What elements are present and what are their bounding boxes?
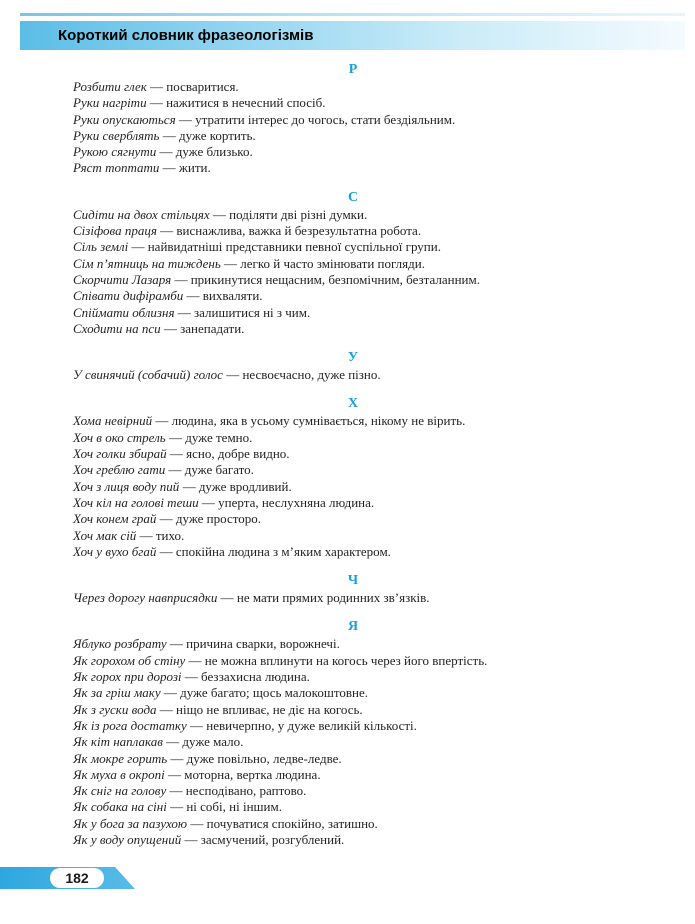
dictionary-section xyxy=(73,573,633,606)
idiom-meaning: — ніщо не впливає, не діє на когось. xyxy=(156,701,363,717)
idiom-meaning: — почуватися спокійно, затишно. xyxy=(187,815,378,831)
idiom-phrase: Сім п’ятниць на тиждень xyxy=(73,255,221,271)
dictionary-entry xyxy=(73,799,633,815)
idiom-phrase: Хоч конем грай xyxy=(73,511,157,527)
idiom-meaning: — утратити інтерес до чогось, стати бездіяльним. xyxy=(175,111,456,127)
idiom-phrase: Хоч в око стрель xyxy=(73,429,166,445)
idiom-phrase: Як горох при дорозі xyxy=(73,669,182,685)
dictionary-entry xyxy=(73,367,633,383)
idiom-phrase: Хоч голки збирай xyxy=(73,446,167,462)
dictionary-entry xyxy=(73,590,633,606)
idiom-phrase: Як з гуски вода xyxy=(73,701,157,717)
dictionary-entry xyxy=(73,112,633,128)
section-letter: Р xyxy=(348,62,358,77)
idiom-meaning: — вихваляти. xyxy=(183,288,263,304)
dictionary-entry xyxy=(73,462,633,478)
dictionary-entry xyxy=(73,511,633,527)
idiom-phrase: Розбити глек xyxy=(73,79,147,94)
idiom-phrase: Сізіфова праця xyxy=(73,223,157,239)
dictionary-entry xyxy=(73,702,633,718)
idiom-meaning: — дуже темно. xyxy=(165,429,253,445)
idiom-phrase: Сходити на пси xyxy=(73,320,161,336)
idiom-meaning: — поділяти дві різні думки. xyxy=(209,206,368,222)
idiom-phrase: Як сніг на голову xyxy=(73,783,167,799)
idiom-meaning: — дуже близько. xyxy=(156,144,253,160)
idiom-phrase: Руки опускаються xyxy=(73,111,176,127)
idiom-phrase: Як мокре горить xyxy=(73,750,168,766)
dictionary-entry xyxy=(73,636,633,652)
dictionary-entry xyxy=(73,479,633,495)
dictionary-entry xyxy=(73,160,633,176)
idiom-meaning: — спокійна людина з м’яким характером. xyxy=(156,543,391,559)
idiom-meaning: — несподівано, раптово. xyxy=(166,783,307,799)
page-title: Короткий словник фразеологізмів xyxy=(58,27,314,44)
dictionary-entry xyxy=(73,495,633,511)
idiom-meaning: — людина, яка в усьому сумнівається, нікому не вірить. xyxy=(152,413,466,429)
dictionary-entry xyxy=(73,816,633,832)
dictionary-entry xyxy=(73,734,633,750)
idiom-phrase: Як горохом об стіну xyxy=(73,652,186,668)
dictionary-entry xyxy=(73,305,633,321)
idiom-meaning: — жити. xyxy=(159,160,211,176)
idiom-meaning: — залишитися ні з чим. xyxy=(174,304,311,320)
idiom-phrase: Як за гріш маку xyxy=(73,685,161,701)
dictionary-entry xyxy=(73,832,633,848)
idiom-phrase: Рукою сягнути xyxy=(73,144,157,160)
idiom-phrase: Скорчити Лазаря xyxy=(73,271,172,287)
section-letter: У xyxy=(347,350,359,366)
idiom-phrase: Співати дифірамби xyxy=(73,288,184,304)
idiom-phrase: Хоч мак сій xyxy=(73,527,137,543)
dictionary-entry xyxy=(73,767,633,783)
idiom-meaning: — не мати прямих родинних зв’язків. xyxy=(217,590,430,606)
idiom-phrase: Спіймати облизня xyxy=(73,304,175,320)
dictionary-entry xyxy=(73,239,633,255)
idiom-phrase: Як у воду опущений xyxy=(73,831,182,847)
idiom-phrase: Як у бога за пазухою xyxy=(73,815,188,831)
dictionary-entry xyxy=(73,321,633,337)
dictionary-entry xyxy=(73,783,633,799)
dictionary-section xyxy=(73,350,633,383)
idiom-meaning: — виснажлива, важка й безрезультатна робота. xyxy=(156,223,422,239)
idiom-meaning: — нажитися в нечесний спосіб. xyxy=(146,95,326,111)
dictionary-entry xyxy=(73,288,633,304)
idiom-meaning: — дуже багато. xyxy=(165,462,254,478)
dictionary-entry xyxy=(73,256,633,272)
idiom-phrase: Сіль землі xyxy=(73,239,129,255)
dictionary-entry xyxy=(73,128,633,144)
idiom-meaning: — дуже просторо. xyxy=(156,511,261,527)
idiom-phrase: Руки сверблять xyxy=(73,127,160,143)
idiom-phrase: Хома невірний xyxy=(73,413,153,429)
dictionary-entry xyxy=(73,751,633,767)
idiom-phrase: Як собака на сіні xyxy=(73,799,167,815)
idiom-meaning: — не можна вплинути на когось через його впертість. xyxy=(185,652,488,668)
dictionary-section xyxy=(73,62,633,177)
header-rule xyxy=(20,13,685,16)
idiom-meaning: — моторна, вертка людина. xyxy=(164,766,321,782)
dictionary-entry xyxy=(73,446,633,462)
dictionary-section xyxy=(73,619,633,848)
dictionary-entry xyxy=(73,669,633,685)
dictionary-entry xyxy=(73,544,633,560)
section-letter: Я xyxy=(347,619,359,635)
idiom-phrase: У свинячий (собачий) голос xyxy=(73,367,223,383)
idiom-phrase: Хоч кіл на голові теши xyxy=(73,494,199,510)
idiom-phrase: Хоч греблю гати xyxy=(73,462,166,478)
idiom-phrase: Як муха в окропі xyxy=(73,766,165,782)
idiom-phrase: Як кіт наплакав xyxy=(73,734,163,750)
dictionary-entry xyxy=(73,413,633,429)
dictionary-entry xyxy=(73,144,633,160)
idiom-meaning: — ні собі, ні іншим. xyxy=(166,799,282,815)
dictionary-entry xyxy=(73,685,633,701)
idiom-meaning: — посваритися. xyxy=(146,79,239,94)
dictionary-entry xyxy=(73,95,633,111)
idiom-meaning: — прикинутися нещасним, безпомічним, безталанним. xyxy=(171,271,480,287)
idiom-meaning: — дуже повільно, ледве-ледве. xyxy=(167,750,342,766)
dictionary-entry xyxy=(73,653,633,669)
idiom-phrase: Хоч у вухо бгай xyxy=(73,543,157,559)
idiom-phrase: Яблуко розбрату xyxy=(73,636,167,652)
dictionary-content xyxy=(73,62,633,861)
idiom-meaning: — уперта, неслухняна людина. xyxy=(198,494,375,510)
idiom-meaning: — занепадати. xyxy=(160,320,245,336)
dictionary-entry xyxy=(73,223,633,239)
section-letter: Х xyxy=(347,396,359,412)
idiom-phrase: Сидіти на двох стільцях xyxy=(73,206,210,222)
idiom-phrase: Як із рога достатку xyxy=(73,717,187,733)
dictionary-section xyxy=(73,190,633,337)
idiom-meaning: — тихо. xyxy=(136,527,185,543)
idiom-meaning: — несвоєчасно, дуже пізно. xyxy=(222,367,381,383)
dictionary-entry xyxy=(73,272,633,288)
dictionary-entry xyxy=(73,79,633,95)
dictionary-entry xyxy=(73,430,633,446)
dictionary-entry xyxy=(73,528,633,544)
idiom-meaning: — дуже багато; щось малокоштовне. xyxy=(160,685,368,701)
idiom-meaning: — невичерпно, у дуже великій кількості. xyxy=(186,717,417,733)
section-letter: С xyxy=(347,189,359,205)
idiom-meaning: — засмучений, розгублений. xyxy=(181,831,345,847)
idiom-meaning: — легко й часто змінювати погляди. xyxy=(220,255,425,271)
idiom-meaning: — беззахисна людина. xyxy=(181,669,310,685)
section-letter: Ч xyxy=(347,573,359,589)
idiom-meaning: — дуже вродливий. xyxy=(179,478,292,494)
page-number: 182 xyxy=(65,870,89,886)
dictionary-section xyxy=(73,396,633,560)
dictionary-entry xyxy=(73,718,633,734)
idiom-phrase: Ряст топтати xyxy=(73,160,160,176)
idiom-meaning: — дуже кортить. xyxy=(159,127,256,143)
idiom-phrase: Хоч з лиця воду пий xyxy=(73,478,180,494)
idiom-meaning: — ясно, добре видно. xyxy=(166,446,290,462)
idiom-meaning: — найвидатніші представники певної суспільної групи. xyxy=(128,239,441,255)
idiom-phrase: Через дорогу навприсядки xyxy=(73,590,218,606)
idiom-meaning: — дуже мало. xyxy=(162,734,244,750)
idiom-phrase: Руки нагріти xyxy=(73,95,147,111)
dictionary-entry xyxy=(73,207,633,223)
idiom-meaning: — причина сварки, ворожнечі. xyxy=(166,636,340,652)
